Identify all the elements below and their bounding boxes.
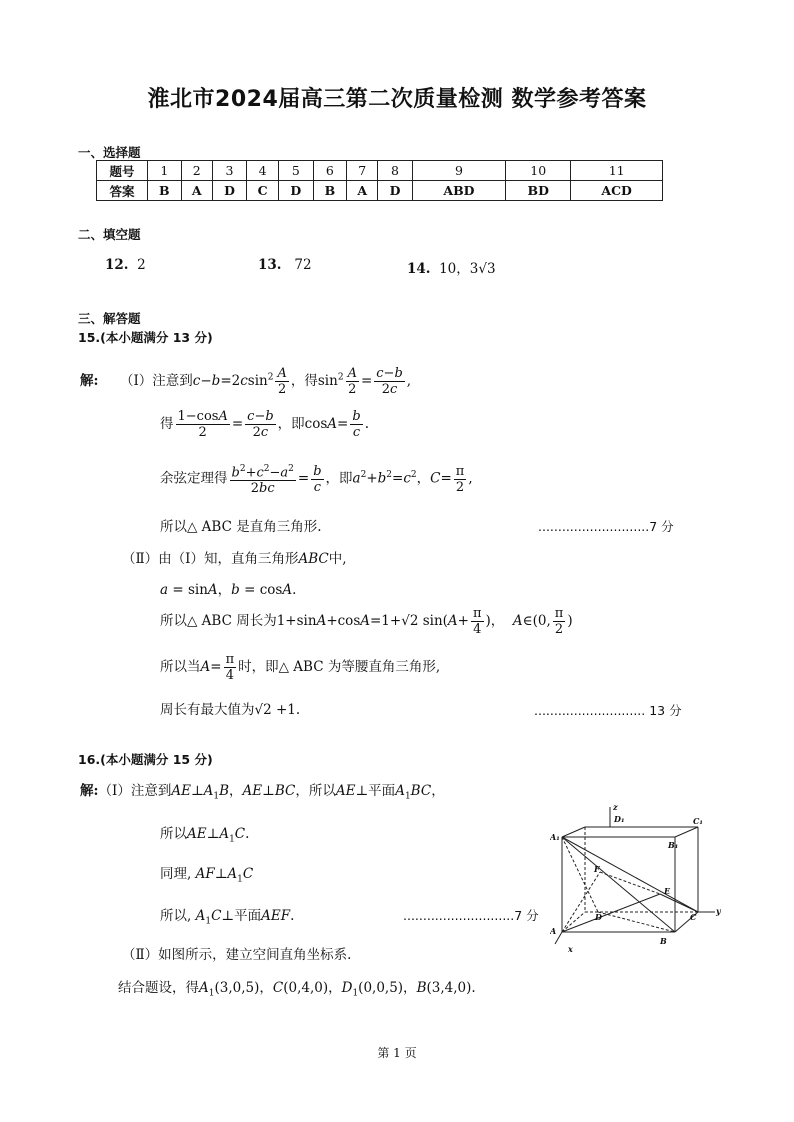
- connector-text: 同理,: [160, 866, 192, 882]
- table-cell: 10: [506, 161, 571, 181]
- fill-answer-12: [105, 257, 146, 273]
- connector-text: 结合题设，得: [118, 980, 199, 996]
- connector-text: 所以,: [160, 908, 192, 924]
- solution-label: 解:: [80, 373, 99, 389]
- q15-part2-line: （Ⅱ）由（Ⅰ）知，直角三角形ABC中,: [122, 551, 347, 567]
- fill-answer-14: [407, 257, 496, 277]
- table-cell: 8: [378, 161, 412, 181]
- label-y: y: [716, 906, 721, 916]
- fill-value: 2: [137, 257, 146, 273]
- connector-text: 所以: [160, 826, 187, 842]
- table-row-answers: [97, 181, 663, 201]
- q15-max-line: 周长有最大值为√2 +1.: [160, 702, 301, 718]
- label-e: E: [664, 886, 671, 896]
- q16-heading: 16.(本小题满分 15 分): [78, 752, 213, 767]
- table-cell: 3: [212, 161, 246, 181]
- fill-value: 72: [294, 257, 312, 273]
- connector-text: 中,: [328, 551, 347, 567]
- table-cell: B: [148, 181, 182, 201]
- table-cell: D: [378, 181, 412, 201]
- line-a-f: [562, 872, 600, 932]
- q16-line-4: 所以, $A_1C\perp$平面AEF.: [160, 908, 295, 927]
- label-f: F: [594, 864, 600, 874]
- table-cell: 7: [347, 161, 378, 181]
- table-cell: 11: [571, 161, 663, 181]
- q16-coords-line: 结合题设，得$A_1(3,0,5)$，C(0,4,0)，$D_1(0,0,5)$，B(3,4,0).: [118, 980, 476, 999]
- section-fill-heading: 二、填空题: [78, 227, 141, 242]
- fill-number: 13.: [258, 257, 282, 273]
- table-header-cell: 答案: [97, 181, 148, 201]
- table-cell: 6: [313, 161, 347, 181]
- table-row-numbers: [97, 161, 663, 181]
- table-cell: A: [347, 181, 378, 201]
- connector-text: 时，即△ ABC 为等腰直角三角形,: [238, 659, 441, 675]
- connector-text: ，即: [325, 470, 353, 487]
- table-cell: D: [212, 181, 246, 201]
- part-label: （Ⅰ）注意到: [98, 783, 172, 799]
- connector-text: 所以当: [160, 659, 201, 675]
- table-cell: ABD: [412, 181, 505, 201]
- table-cell: 5: [279, 161, 313, 181]
- table-cell: D: [279, 181, 313, 201]
- edge-b1-c1: [675, 827, 698, 837]
- answer-table: [96, 160, 663, 201]
- table-cell: C: [247, 181, 279, 201]
- edge-a-d: [562, 912, 585, 932]
- q15-conclusion-1: 所以△ ABC 是直角三角形.: [160, 519, 322, 535]
- line-e-c: [660, 894, 698, 912]
- solution-label: 解:: [80, 783, 99, 799]
- line-a1-d: [562, 837, 598, 912]
- part-label: （Ⅰ）注意到: [119, 373, 193, 389]
- table-header-cell: 题号: [97, 161, 148, 181]
- score-mark: ............................ 13 分: [534, 703, 682, 718]
- label-d1: D₁: [614, 814, 625, 824]
- fill-value: 10，3√3: [439, 261, 496, 277]
- q16-line-3: 同理, $AF\perp A_1C$: [160, 866, 254, 885]
- section-choice-heading: 一、选择题: [78, 145, 141, 160]
- label-a1: A₁: [550, 832, 560, 842]
- label-c: C: [690, 912, 697, 922]
- connector-text: ，得: [290, 373, 318, 389]
- q16-line-1: 解:（Ⅰ）注意到$AE\perp A_1B$，AE⊥BC，所以AE⊥平面$A_1BC$，: [80, 783, 445, 802]
- score-mark: ............................7 分: [403, 908, 539, 923]
- connector-text: 余弦定理得: [160, 470, 228, 487]
- label-b: B: [660, 936, 667, 946]
- connector-text: ，所以: [295, 783, 336, 799]
- label-d: D: [595, 912, 602, 922]
- q16-line-2: 所以$AE\perp A_1C$.: [160, 826, 250, 845]
- score-mark: ............................7 分: [538, 519, 674, 534]
- q15-heading: 15.(本小题满分 13 分): [78, 330, 213, 345]
- label-c1: C₁: [693, 816, 703, 826]
- table-cell: 4: [247, 161, 279, 181]
- part-label: （Ⅱ）由（Ⅰ）知，直角三角形: [122, 551, 299, 567]
- connector-text: 周长有最大值为: [160, 702, 255, 718]
- connector-text: ，即: [277, 416, 305, 432]
- q15-line-3: 余弦定理得 $\frac{b^2+c^2-a^2}{2bc}$ = $\frac{b}{c}$ ，即$a^2+b^2=c^2$，C= $\frac{\pi}{2}$ ,: [160, 463, 473, 497]
- q15-line-ab: a = sinA，b = cosA.: [160, 582, 297, 598]
- q15-perimeter-line: 所以△ ABC 周长为1+sinA+cosA=1+√2 sin(A+ $\frac{\pi}{4}$ )， A∈(0, $\frac{\pi}{2}$ ): [160, 606, 573, 637]
- q15-line-2: 得 $\frac{1-\cos A}{2}$ = $\frac{c-b}{2c}$ ，即cosA= $\frac{b}{c}$ .: [160, 409, 369, 440]
- table-cell: A: [181, 181, 212, 201]
- table-cell: ACD: [571, 181, 663, 201]
- fill-answer-13: [258, 257, 312, 273]
- page-footer: 第 1 页: [377, 1046, 417, 1060]
- table-cell: 2: [181, 161, 212, 181]
- line-f-e: [600, 872, 660, 894]
- page-title: 淮北市2024届高三第二次质量检测 数学参考答案: [147, 87, 647, 112]
- q15-when-line: 所以当A= $\frac{\pi}{4}$ 时，即△ ABC 为等腰直角三角形,: [160, 652, 441, 683]
- label-b1: B₁: [668, 840, 679, 850]
- section-solve-heading: 三、解答题: [78, 311, 141, 326]
- label-x: x: [568, 944, 573, 954]
- table-cell: B: [313, 181, 347, 201]
- line-a-e: [562, 894, 660, 932]
- table-cell: 1: [148, 161, 182, 181]
- label-z: z: [613, 802, 618, 812]
- connector-text: 所以△ ABC 周长为: [160, 613, 277, 629]
- q15-line-1: 解: （Ⅰ）注意到c−b=2csin$^2$ $\frac{A}{2}$ ，得$\sin^2$ $\frac{A}{2}$ = $\frac{c-b}{2c}$ ,: [80, 366, 412, 397]
- q16-part2-line: （Ⅱ）如图所示，建立空间直角坐标系.: [122, 947, 352, 963]
- connector-text: 得: [160, 416, 174, 432]
- fill-number: 14.: [407, 261, 431, 277]
- edge-a1-d1: [562, 827, 585, 837]
- fill-number: 12.: [105, 257, 129, 273]
- table-cell: BD: [506, 181, 571, 201]
- table-cell: 9: [412, 161, 505, 181]
- cube-figure: [550, 802, 730, 957]
- label-a: A: [550, 926, 557, 936]
